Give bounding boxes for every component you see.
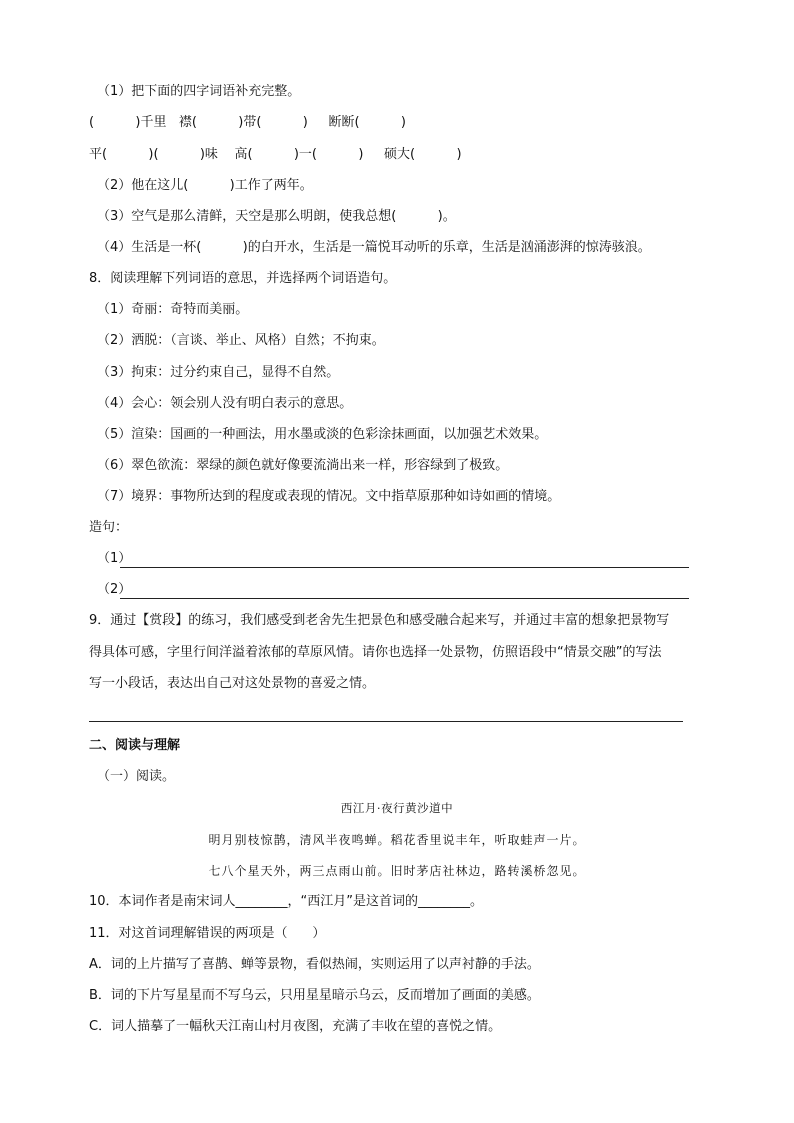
q8-item-4: （4）会心：领会别人没有明白表示的意思。 [97, 396, 353, 411]
q7-idiom-row-2: 平( )( )味 高( )一( ) 硕大( ) [89, 147, 462, 162]
q8-answer-line-2[interactable] [120, 597, 689, 599]
q11-option-b: B．词的下片写星星而不写乌云，只用星星暗示乌云，反而增加了画面的美感。 [89, 988, 540, 1003]
q7-part3: （3）空气是那么清鲜，天空是那么明朗，使我总想( )。 [97, 209, 456, 224]
q10: 10．本词作者是南宋词人________，“西江月”是这首词的________。 [89, 894, 484, 909]
q8-item-3: （3）拘束：过分约束自己，显得不自然。 [97, 365, 340, 380]
q7-part1-prompt: （1）把下面的四字词语补充完整。 [97, 84, 301, 99]
q11-option-a: A．词的上片描写了喜鹊、蝉等景物，看似热闹，实则运用了以声衬静的手法。 [89, 957, 540, 972]
q8-item-7: （7）境界：事物所达到的程度或表现的情况。文中指草原那种如诗如画的情境。 [97, 489, 561, 504]
q8-item-5: （5）渲染：国画的一种画法，用水墨或淡的色彩涂抹画面，以加强艺术效果。 [97, 427, 548, 442]
q8-item-2: （2）洒脱：（言谈、举止、风格）自然；不拘束。 [97, 333, 385, 348]
q8-zaoju-label: 造句： [89, 520, 129, 535]
q9-line-1: 9．通过【赏段】的练习，我们感受到老舍先生把景色和感受融合起来写，并通过丰富的想象把景物写 [89, 613, 670, 628]
q9-line-2: 得具体可感，字里行间洋溢着浓郁的草原风情。请你也选择一处景物，仿照语段中“情景交融”的写法 [89, 645, 662, 660]
q8-item-1: （1）奇丽：奇特而美丽。 [97, 302, 249, 317]
q11-option-c: C．词人描摹了一幅秋天江南山村月夜图，充满了丰收在望的喜悦之情。 [89, 1019, 502, 1034]
section-2-heading: 二、阅读与理解 [89, 738, 181, 753]
q7-part4: （4）生活是一杯( )的白开水，生活是一篇悦耳动听的乐章，生活是汹涌澎湃的惊涛骇浪。 [97, 240, 651, 255]
q8-answer-label-2: （2） [97, 582, 132, 597]
q11-heading: 11．对这首词理解错误的两项是（ ） [89, 926, 326, 941]
q7-part2: （2）他在这儿( )工作了两年。 [97, 178, 313, 193]
poem-title: 西江月·夜行黄沙道中 [340, 801, 454, 815]
poem-line-1: 明月别枝惊鹊，清风半夜鸣蝉。稻花香里说丰年，听取蛙声一片。 [208, 833, 586, 847]
q7-idiom-row-1: ( )千里 襟( )带( ) 断断( ) [89, 115, 406, 130]
q8-answer-label-1: （1） [97, 551, 132, 566]
q8-heading: 8．阅读理解下列词语的意思，并选择两个词语造句。 [89, 271, 397, 286]
q8-item-6: （6）翠色欲流：翠绿的颜色就好像要流淌出来一样，形容绿到了极致。 [97, 458, 509, 473]
section-2-subheading: （一）阅读。 [97, 769, 176, 784]
q9-line-3: 写一小段话，表达出自己对这处景物的喜爱之情。 [89, 676, 376, 691]
poem-line-2: 七八个星天外，两三点雨山前。旧时茅店社林边，路转溪桥忽见。 [208, 864, 586, 878]
q8-answer-line-1[interactable] [120, 566, 689, 568]
q9-answer-line[interactable] [89, 720, 683, 722]
